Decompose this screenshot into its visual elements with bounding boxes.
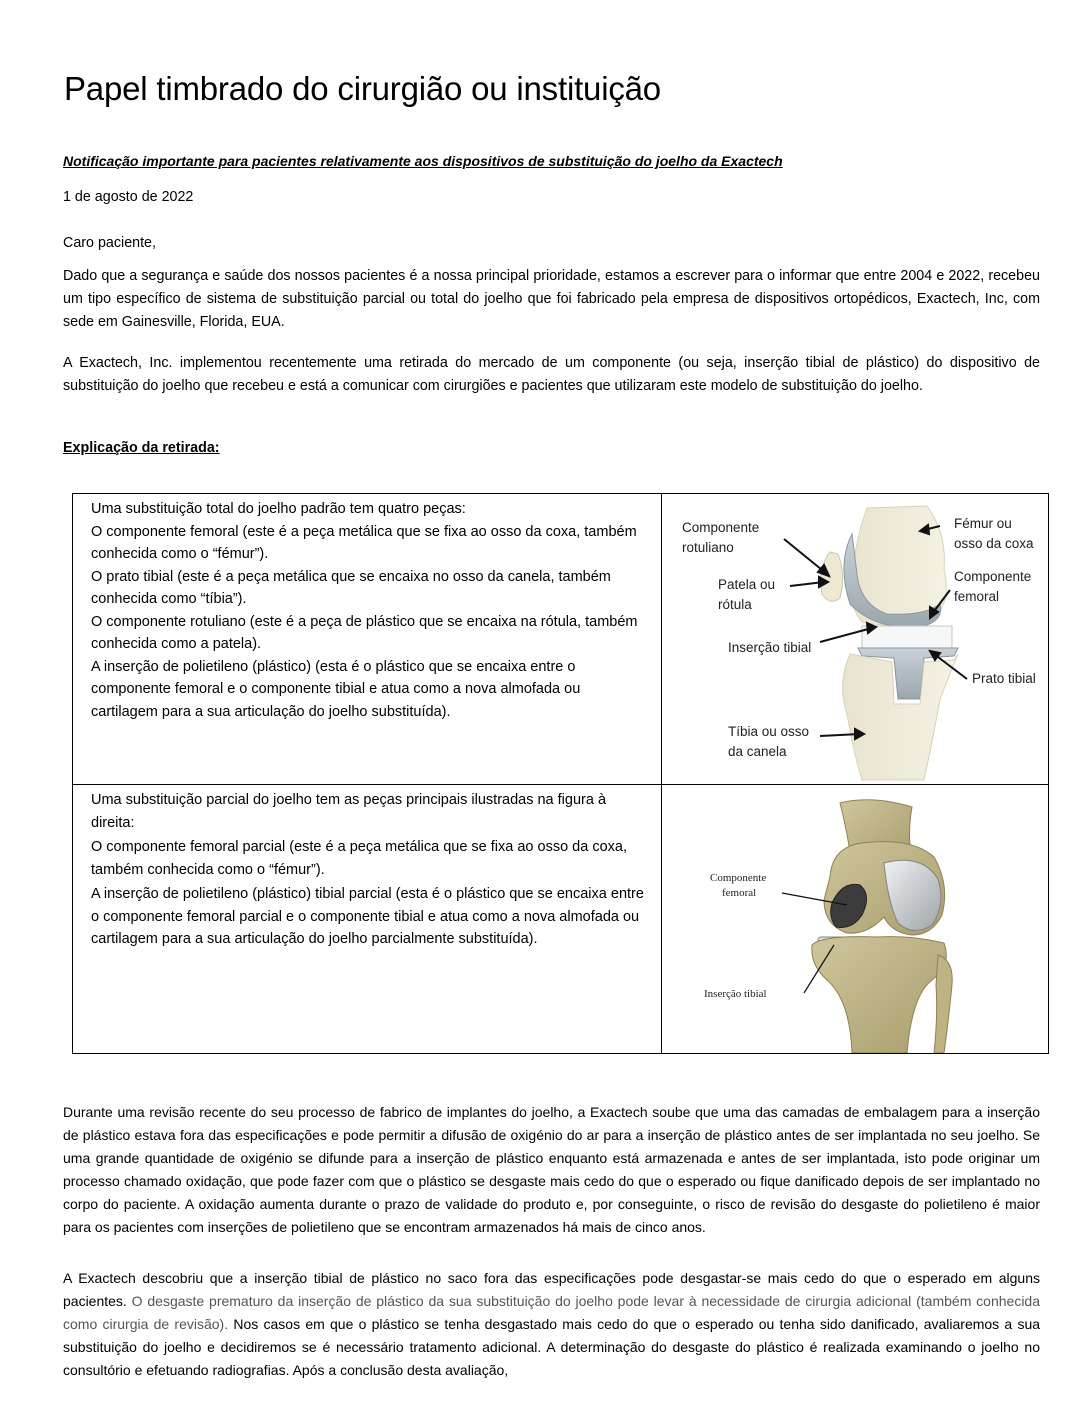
total-knee-description [73,494,662,785]
label-tibia-1: Tíbia ou osso [728,724,810,739]
partial-tibia-bone [812,937,946,1053]
label-femoral-component-1: Componente [954,569,1032,584]
wear-paragraph [63,1267,1040,1382]
intro-paragraph: Dado que a segurança e saúde dos nossos pacientes é a nossa principal prioridade, estamos a escrever para o informar que entre 2004 e 2022, recebeu um tipo específico de sistema de substituição parcial ou total do joelho que foi fabricado pela empresa de dispositivos ortopédicos, Exactech, Inc, com sede em Gainesville, Florida, EUA. [63,268,1040,330]
total-knee-row [73,494,1049,785]
partial-knee-illustration [662,785,1048,1053]
partial-label-tibial-insert: Inserção tibial [704,988,767,1000]
partial-label-femoral-2: femoral [722,887,757,899]
subject-line: Notificação importante para pacientes relativamente aos dispositivos de substituição do joelho da Exactech [63,153,783,169]
total-item-insert: A inserção de polietileno (plástico) (esta é o plástico que se encaixa entre o componente femoral e o componente tibial e atua como a nova almofada ou cartilagem para a sua articulação do joelho substituída). [91,658,581,720]
section-heading: Explicação da retirada: [63,440,220,456]
partial-knee-figure [662,785,1049,1054]
label-femoral-component-2: femoral [954,589,1000,604]
partial-knee-heading: Uma substituição parcial do joelho tem as peças principais ilustradas na figura à direita: [91,792,607,831]
total-item-patellar: O componente rotuliano (este é a peça de plástico que se encaixa na rótula, também conhecida como a patela). [91,613,638,652]
partial-knee-row [73,785,1049,1054]
knee-parts-table [72,493,1049,1054]
partial-item-insert: A inserção de polietileno (plástico) tibial parcial (esta é o plástico que se encaixa entre o componente femoral parcial e o componente tibial e atua como a nova almofada ou cartilagem para a sua articulação do joelho parcialmente substituída). [91,886,644,947]
wear-sentence-3: Nos casos em que o plástico se tenha desgastado mais cedo do que o esperado ou tenha sido danificado, avaliaremos a sua substituição do joelho e decidiremos se é necessário tratamento adicional. A determinação do desgaste do plástico é realizada examinando o joelho no consultório e efetuando radiografias. Após a conclusão desta avaliação, [63,1316,1041,1378]
label-femur-2: osso da coxa [954,536,1034,551]
partial-item-femoral: O componente femoral parcial (este é a peça metálica que se fixa ao osso da coxa, também conhecida como o “fémur”). [91,839,627,878]
partial-knee-description [73,785,662,1054]
label-tibial-tray: Prato tibial [972,671,1036,686]
partial-label-femoral-1: Componente [710,872,767,884]
total-item-femoral: O componente femoral (este é a peça metálica que se fixa ao osso da coxa, também conhecida como o “fémur”). [91,523,637,562]
letterhead-title: Papel timbrado do cirurgião ou instituição [64,70,661,107]
label-patella-2: rótula [718,597,752,612]
total-knee-heading: Uma substituição total do joelho padrão tem quatro peças: [91,501,466,517]
wear-sentence-1: A Exactech descobriu que a inserção tibial de plástico no saco fora das especificações pode desgastar-se mais cedo do que o esperado em alguns pacientes. [63,1270,1040,1309]
label-tibial-insert: Inserção tibial [728,640,812,655]
review-paragraph: Durante uma revisão recente do seu processo de fabrico de implantes do joelho, a Exactech soube que uma das camadas de embalagem para a inserção de plástico estava fora das especificações e pode permitir a difusão de oxigénio do ar para a inserção de plástico antes de ser implantada no seu joelho. Se uma grande quantidade de oxigénio se difunde para a inserção de plástico enquanto está armazenada e antes de ser implantada, isto pode originar um processo chamado oxidação, que pode fazer com que o plástico se desgaste mais cedo do que o esperado ou fique danificado depois de ser implantado no corpo do paciente. A oxidação aumenta durante o prazo de validade do produto e, por conseguinte, o risco de revisão do desgaste do polietileno é maior para os pacientes com inserções de polietileno que se encontram armazenados há mais de cinco anos. [63,1104,1040,1235]
label-patellar-component-2: rotuliano [682,540,734,555]
total-knee-figure [662,494,1049,785]
fibula-bone [934,955,952,1053]
letter-date: 1 de agosto de 2022 [63,189,194,205]
label-tibia-2: da canela [728,744,787,759]
label-patellar-component-1: Componente [682,520,760,535]
recall-paragraph: A Exactech, Inc. implementou recentemente uma retirada do mercado de um componente (ou seja, inserção tibial de plástico) do dispositivo de substituição do joelho que recebeu e está a comunicar com cirurgiões e pacientes que utilizaram este modelo de substituição do joelho. [63,355,1040,394]
patella [821,552,843,601]
total-item-tibial-tray: O prato tibial (este é a peça metálica que se encaixa no osso da canela, também conhecida como “tíbia”). [91,568,611,607]
label-femur-1: Fémur ou [954,516,1012,531]
wear-sentence-2: O desgaste prematuro da inserção de plástico da sua substituição do joelho pode levar à necessidade de cirurgia adicional (também conhecida como cirurgia de revisão). [63,1293,1041,1332]
total-knee-illustration [662,494,1048,784]
greeting: Caro paciente, [63,235,156,251]
tibial-insert [862,626,952,648]
label-patella-1: Patela ou [718,577,776,592]
